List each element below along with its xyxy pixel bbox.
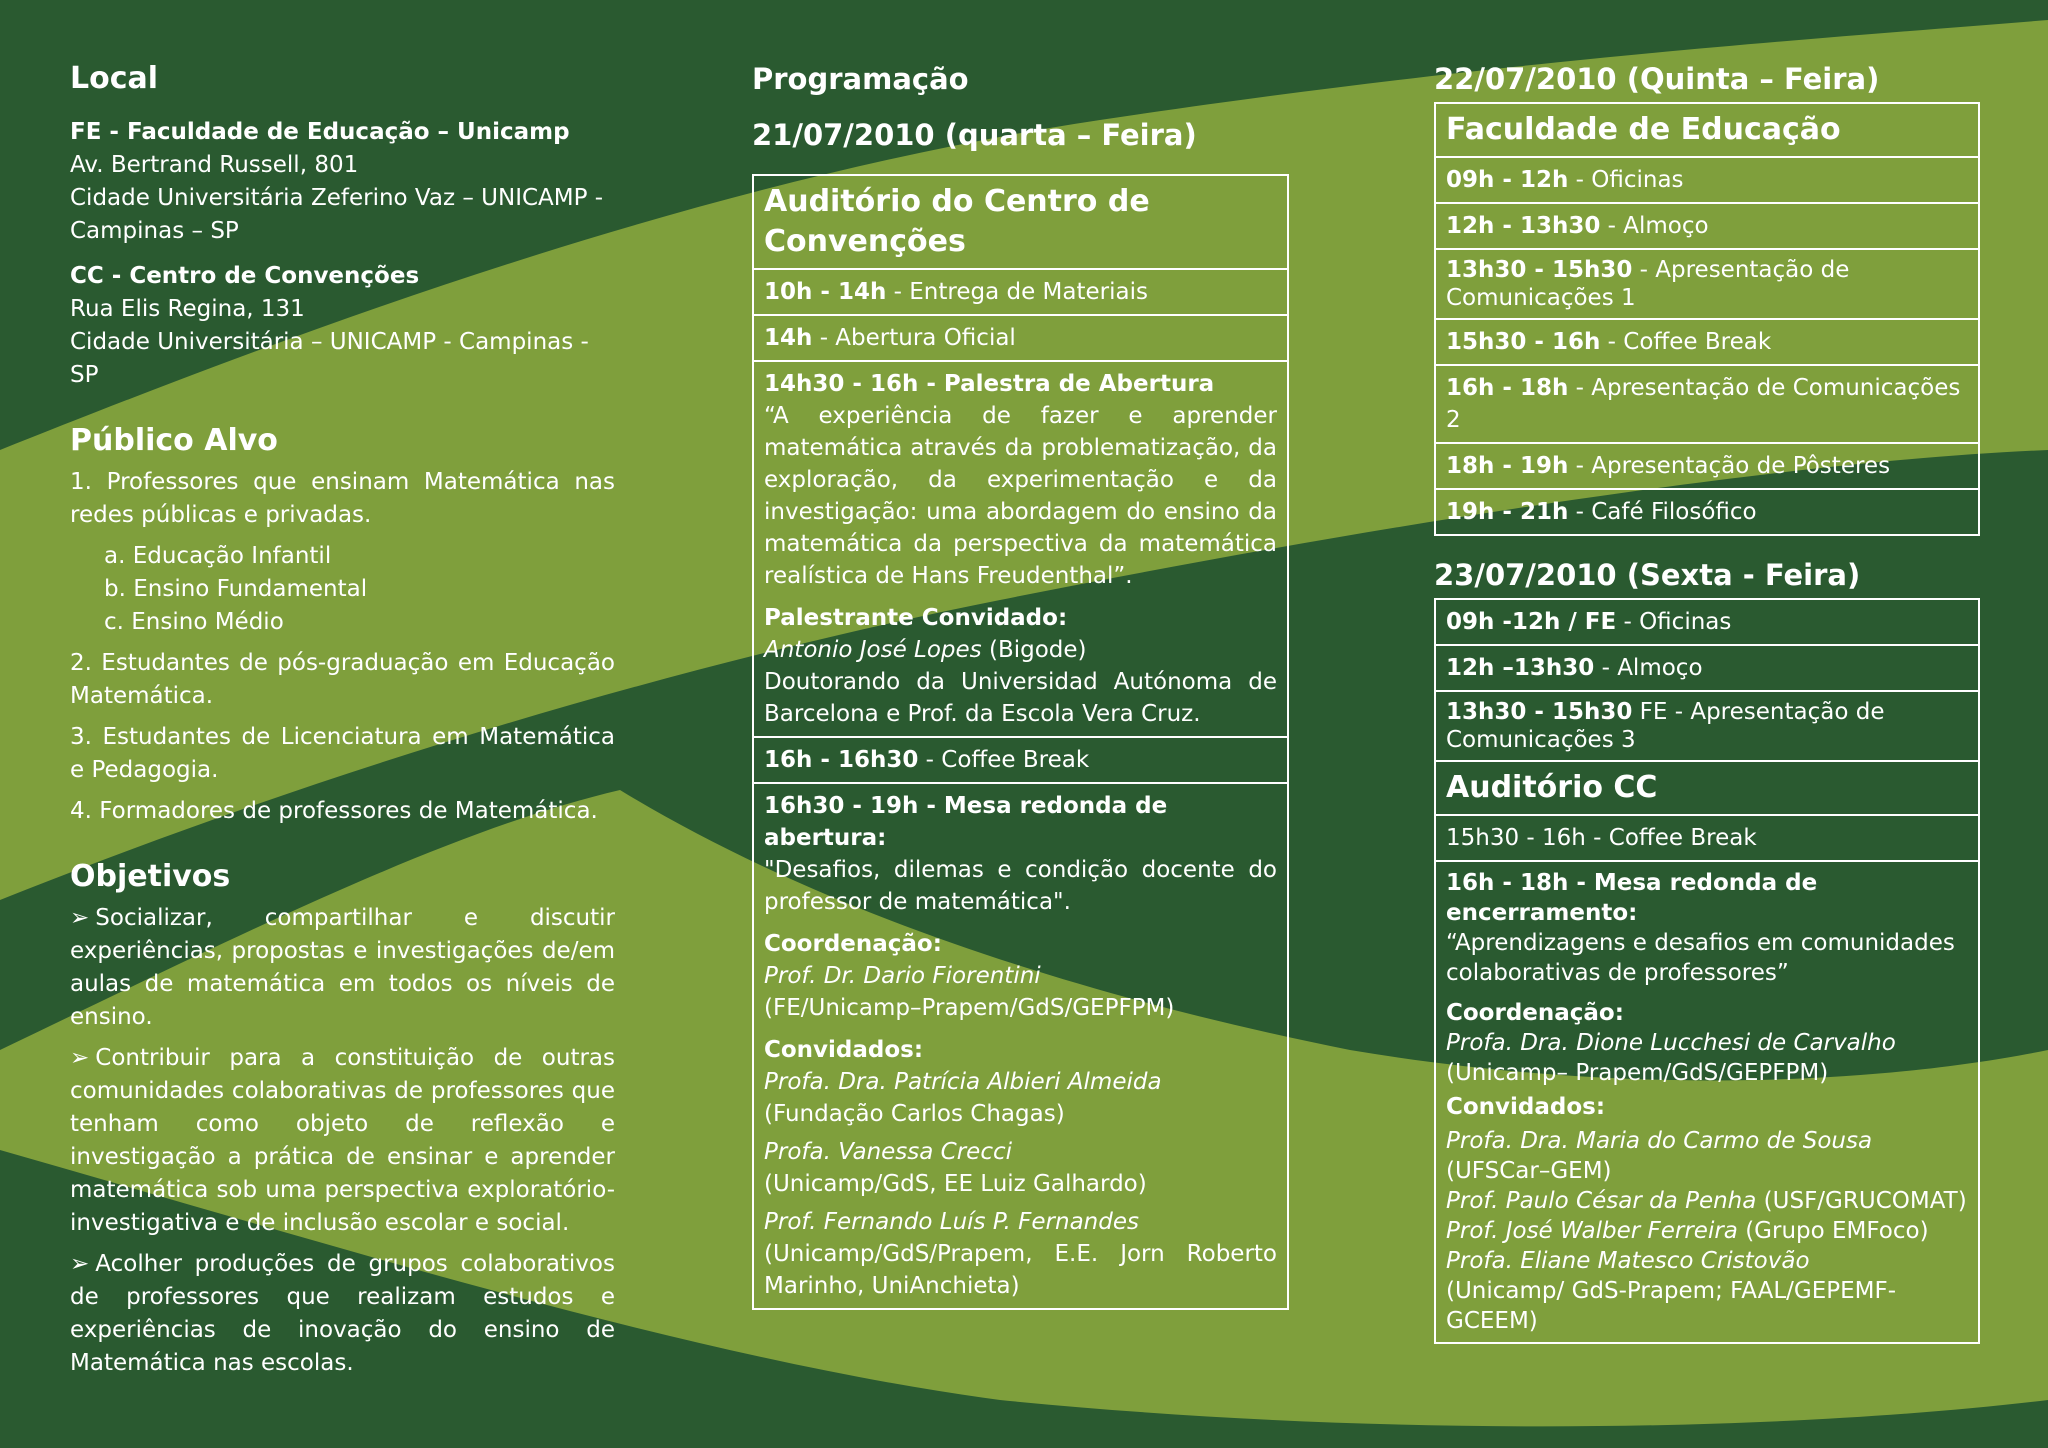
guest-3-name: Prof. José Walber Ferreira: [1446, 1218, 1738, 1244]
time: 13h30 - 15h30: [1446, 699, 1633, 725]
objetivo-text-2: Contribuir para a constituição de outras comunidades colaborativas de professores que tenham como objeto de reflexão e investigação a prática de ensinar e aprender matemática sob uma perspectiva exploratório-investigativa e de inclusão escolar e social.: [70, 1045, 615, 1236]
objetivo-item-1: [70, 902, 615, 1034]
objetivo-text-3: Acolher produções de grupos colaborativos de professores que realizam estudos e experiências de inovação do ensino de Matemática nas escolas.: [70, 1251, 615, 1376]
guest-1: [1446, 1126, 1968, 1186]
publico-sub-a: a. Educação Infantil: [104, 543, 332, 569]
guest-4-aff: (Unicamp/ GdS-Prapem; FAAL/GEPEMF-GCEEM): [1446, 1278, 1897, 1334]
arrow-bullet-icon: ➢: [70, 1045, 90, 1071]
guest-2-aff: (USF/GRUCOMAT): [1756, 1188, 1967, 1214]
time: 12h –13h30: [1446, 655, 1595, 681]
day2-date: 22/07/2010 (Quinta – Feira): [1434, 62, 1880, 96]
time: 16h - 18h: [1446, 375, 1569, 401]
day3-row-4: 15h30 - 16h - Coffee Break: [1436, 814, 1978, 860]
cc-line-2: Cidade Universitária – UNICAMP - Campinas - SP: [70, 329, 589, 388]
fe-address: [70, 116, 615, 248]
cc-address: [70, 260, 615, 392]
publico-sub-b: b. Ensino Fundamental: [104, 576, 368, 602]
activity: - Apresentação de Comunicações 2: [1446, 375, 1961, 433]
guest-4-name: Profa. Eliane Matesco Cristovão: [1446, 1248, 1810, 1274]
activity: - Apresentação de Comunicações 1: [1446, 257, 1850, 311]
activity: - Almoço: [1594, 655, 1703, 681]
time: 10h - 14h: [764, 279, 887, 305]
publico-title: Público Alvo: [70, 423, 278, 458]
mesa-encerramento-quote: “Aprendizagens e desafios em comunidades colaborativas de professores”: [1446, 930, 1955, 986]
publico-list: [70, 466, 615, 828]
day3-row-1: [1436, 600, 1978, 644]
publico-item-4: 4. Formadores de professores de Matemática.: [70, 798, 598, 824]
day2-schedule: [1434, 102, 1980, 536]
time: 16h - 16h30: [764, 747, 919, 773]
time: 18h - 19h: [1446, 453, 1569, 479]
guest-2: [1446, 1186, 1968, 1216]
day2-row-2: [1436, 202, 1978, 248]
guest-2-name: Profa. Vanessa Crecci: [764, 1139, 1013, 1165]
mesa-quote: "Desafios, dilemas e condição docente do professor de matemática".: [764, 857, 1277, 915]
publico-item-3: 3. Estudantes de Licenciatura em Matemática e Pedagogia.: [70, 724, 615, 783]
day1-row-1: [754, 268, 1287, 314]
fe-line-1: Av. Bertrand Russell, 801: [70, 152, 359, 178]
day1-row-2: [754, 314, 1287, 360]
time: 13h30 - 15h30: [1446, 257, 1633, 283]
activity: - Coffee Break: [918, 747, 1090, 773]
day2-venue: Faculdade de Educação: [1446, 112, 1841, 147]
palestra-quote: “A experiência de fazer e aprender matemática através da problematização, da exploração, da experimentação e da investigação: uma abordagem do ensino da matemática da perspectiva da matemática realística de Hans Freudenthal”.: [764, 403, 1277, 589]
day3-venue-2: Auditório CC: [1436, 760, 1978, 814]
guest-3-aff: (Unicamp/GdS/Prapem, E.E. Jorn Roberto Marinho, UniAnchieta): [764, 1241, 1277, 1299]
day2-row-7: [1436, 488, 1978, 534]
activity: - Apresentação de Pôsteres: [1568, 453, 1891, 479]
day1-row-5: [754, 782, 1287, 1308]
local-title: Local: [70, 61, 159, 96]
guest-3: [1446, 1216, 1968, 1246]
day1-row-3: [754, 360, 1287, 736]
guest-2-aff: (Unicamp/GdS, EE Luiz Galhardo): [764, 1171, 1147, 1197]
activity: - Coffee Break: [1600, 329, 1772, 355]
speaker-name: Antonio José Lopes: [764, 637, 982, 663]
guest-3-aff: (Grupo EMFoco): [1737, 1218, 1929, 1244]
guest-1-aff: (UFSCar–GEM): [1446, 1158, 1612, 1184]
coord-label: Coordenação:: [764, 931, 942, 957]
objetivo-text-1: Socializar, compartilhar e discutir experiências, propostas e investigações de/em aulas de matemática em todos os níveis de ensino.: [70, 905, 615, 1030]
activity: - Oficinas: [1568, 167, 1684, 193]
day2-row-1: [1436, 156, 1978, 202]
day1-schedule: [752, 174, 1289, 1310]
right-column: [1434, 60, 1980, 1344]
guest-1-name: Profa. Dra. Maria do Carmo de Sousa: [1446, 1128, 1873, 1154]
time: 19h - 21h: [1446, 499, 1569, 525]
guest-3-name: Prof. Fernando Luís P. Fernandes: [764, 1209, 1139, 1235]
day2-row-5: [1436, 364, 1978, 442]
palestra-heading: 14h30 - 16h - Palestra de Abertura: [764, 371, 1215, 397]
objetivos-title: Objetivos: [70, 859, 231, 894]
coord-name: Prof. Dr. Dario Fiorentini: [764, 963, 1041, 989]
day1-date: 21/07/2010 (quarta – Feira): [752, 118, 1197, 152]
cc-line-1: Rua Elis Regina, 131: [70, 296, 305, 322]
guests-label: Convidados:: [764, 1037, 924, 1063]
guest-2-name: Prof. Paulo César da Penha: [1446, 1188, 1757, 1214]
time: 12h - 13h30: [1446, 213, 1601, 239]
time: 09h - 12h: [1446, 167, 1569, 193]
arrow-bullet-icon: ➢: [70, 905, 90, 931]
programacao-title: Programação: [752, 62, 969, 96]
guest-1-aff: (Fundação Carlos Chagas): [764, 1101, 1065, 1127]
activity: - Almoço: [1600, 213, 1709, 239]
middle-column: [752, 60, 1289, 1310]
cc-name: CC - Centro de Convenções: [70, 263, 420, 289]
activity: FE - Apresentação de Comunicações 3: [1446, 699, 1885, 753]
publico-item-2: 2. Estudantes de pós-graduação em Educação Matemática.: [70, 650, 615, 709]
speaker: [764, 634, 1277, 666]
activity: - Oficinas: [1616, 609, 1732, 635]
time: 15h30 - 16h: [1446, 329, 1601, 355]
time: 09h -12h / FE: [1446, 609, 1617, 635]
objetivo-item-2: [70, 1042, 615, 1240]
objetivos-list: [70, 902, 615, 1380]
speaker-bio: Doutorando da Universidad Autónoma de Barcelona e Prof. da Escola Vera Cruz.: [764, 669, 1277, 727]
speaker-nick: (Bigode): [981, 637, 1087, 663]
guests-label: Convidados:: [1446, 1094, 1606, 1120]
day2-row-3: [1436, 248, 1978, 318]
mesa-encerramento-heading: 16h - 18h - Mesa redonda de encerramento:: [1446, 870, 1818, 926]
day3-row-2: [1436, 644, 1978, 690]
publico-item-1: 1. Professores que ensinam Matemática nas redes públicas e privadas.: [70, 469, 615, 528]
day2-row-4: [1436, 318, 1978, 364]
activity: - Café Filosófico: [1568, 499, 1757, 525]
day2-row-6: [1436, 442, 1978, 488]
time: 14h: [764, 325, 813, 351]
coord-name: Profa. Dra. Dione Lucchesi de Carvalho: [1446, 1030, 1896, 1056]
fe-name: FE - Faculdade de Educação – Unicamp: [70, 119, 570, 145]
coord-label: Coordenação:: [1446, 1000, 1624, 1026]
guest-1-name: Profa. Dra. Patrícia Albieri Almeida: [764, 1069, 1162, 1095]
day3-schedule: [1434, 598, 1980, 1344]
speaker-label: Palestrante Convidado:: [764, 605, 1068, 631]
objetivo-item-3: [70, 1248, 615, 1380]
day1-venue: Auditório do Centro de Convenções: [764, 184, 1150, 259]
left-column: [70, 60, 615, 1392]
coord-aff: (FE/Unicamp–Prapem/GdS/GEPFPM): [764, 995, 1175, 1021]
publico-sub-c: c. Ensino Médio: [104, 609, 284, 635]
activity: - Entrega de Materiais: [886, 279, 1148, 305]
activity: - Abertura Oficial: [812, 325, 1016, 351]
day3-row-5: [1436, 860, 1978, 1342]
day1-row-4: [754, 736, 1287, 782]
day3-row-3: [1436, 690, 1978, 760]
coord-aff: (Unicamp– Prapem/GdS/GEPFPM): [1446, 1060, 1829, 1086]
mesa-heading: 16h30 - 19h - Mesa redonda de abertura:: [764, 793, 1168, 851]
arrow-bullet-icon: ➢: [70, 1251, 90, 1277]
day3-date: 23/07/2010 (Sexta - Feira): [1434, 558, 1861, 592]
fe-line-2: Cidade Universitária Zeferino Vaz – UNICAMP - Campinas – SP: [70, 185, 604, 244]
